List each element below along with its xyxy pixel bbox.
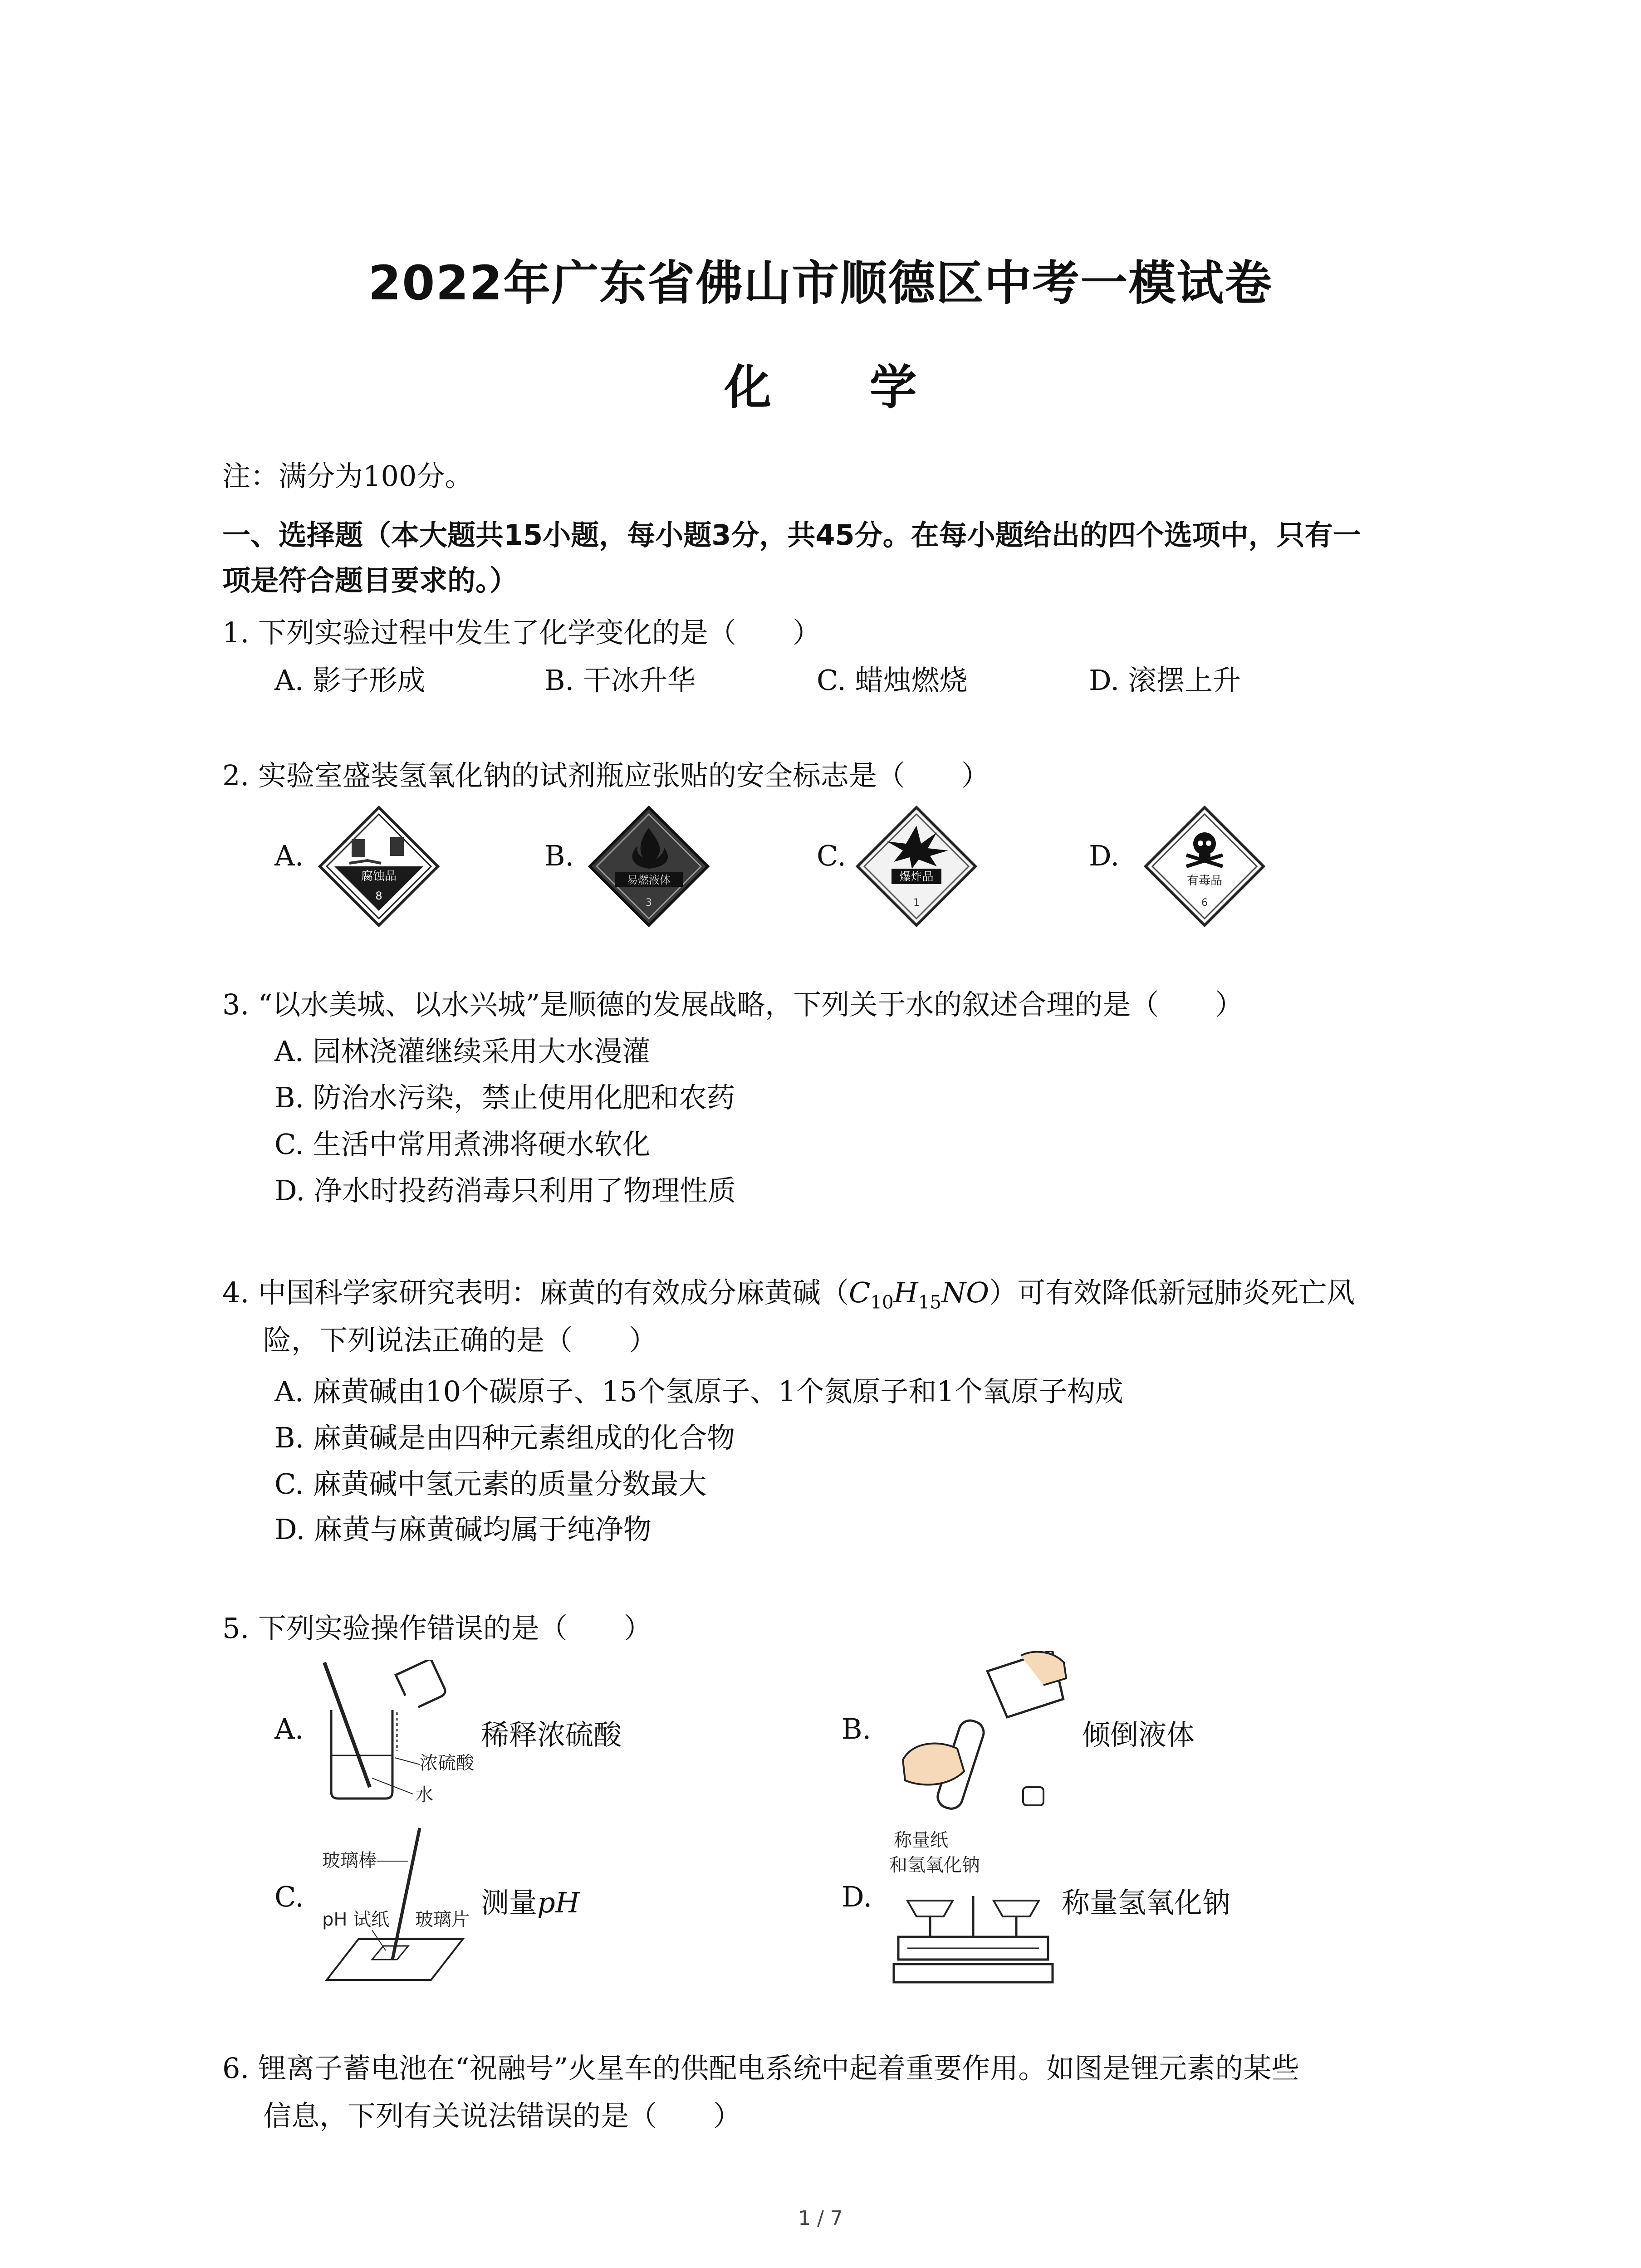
q3-option-b: B. 防治水污染，禁止使用化肥和农药	[274, 1081, 735, 1114]
ph-test-figure	[318, 1823, 481, 1987]
q4-option-a: A. 麻黄碱由10个碳原子、15个氢原子、1个氮原子和1个氧原子构成	[274, 1375, 1123, 1408]
corrosive-sign	[318, 805, 440, 928]
balance-figure	[889, 1828, 1062, 1996]
ph-label-paper: pH 试纸	[322, 1909, 390, 1930]
q3-option-d: D. 净水时投药消毒只利用了物理性质	[274, 1174, 736, 1207]
q5-option-d: D.	[842, 1880, 872, 1913]
section-heading-line1: 一、选择题（本大题共15小题，每小题3分，共45分。在每小题给出的四个选项中，只有一	[222, 518, 1361, 552]
q2-option-d: D.	[1089, 839, 1120, 872]
q5-option-d-text: 称量氢氧化钠	[1062, 1886, 1231, 1919]
explosive-sign-number: 1	[913, 897, 920, 909]
q5-option-b-text: 倾倒液体	[1082, 1718, 1195, 1751]
corrosive-sign-number: 8	[375, 890, 382, 902]
formula-h: H	[893, 1276, 918, 1309]
toxic-sign-number: 6	[1201, 897, 1208, 909]
flammable-liquid-sign	[588, 805, 710, 928]
formula-rest: NO	[941, 1276, 989, 1309]
page-title: 2022年广东省佛山市顺德区中考一模试卷	[368, 255, 1273, 311]
q5-option-c-text	[481, 1880, 580, 1921]
q4-option-d: D. 麻黄与麻黄碱均属于纯净物	[274, 1513, 652, 1546]
ph-text-pre: 测量	[481, 1886, 538, 1919]
score-note: 注：满分为100分。	[222, 459, 473, 493]
q1-option-a: A. 影子形成	[274, 664, 426, 697]
formula-c-subscript: 10	[870, 1291, 894, 1313]
q2-stem: 2. 实验室盛装氢氧化钠的试剂瓶应张贴的安全标志是（ ）	[222, 759, 989, 792]
q6-stem-line2: 信息，下列有关说法错误的是（ ）	[263, 2099, 742, 2132]
ph-text-symbol: pH	[537, 1886, 580, 1919]
q4-stem-line2: 险，下列说法正确的是（ ）	[263, 1324, 657, 1357]
q3-stem: 3. “以水美城、以水兴城”是顺德的发展战略，下列关于水的叙述合理的是（ ）	[222, 988, 1244, 1021]
toxic-sign-label: 有毒品	[1186, 874, 1223, 888]
dilution-label-acid: 浓硫酸	[420, 1753, 474, 1774]
explosive-sign	[855, 805, 978, 928]
q4-stem-post: ）可有效降低新冠肺炎死亡风	[989, 1276, 1355, 1309]
flammable-sign-label: 易燃液体	[627, 874, 671, 886]
section-heading-line2: 项是符合题目要求的。）	[222, 564, 518, 597]
q2-option-a: A.	[274, 839, 304, 872]
explosive-sign-label: 爆炸品	[899, 870, 934, 883]
q3-option-a: A. 园林浇灌继续采用大水漫灌	[274, 1035, 651, 1068]
q1-option-c: C. 蜡烛燃烧	[817, 664, 968, 697]
q4-option-c: C. 麻黄碱中氢元素的质量分数最大	[274, 1467, 707, 1501]
formula-h-subscript: 15	[918, 1291, 941, 1313]
page-number: 1 / 7	[798, 2207, 843, 2230]
balance-label-naoh: 和氢氧化钠	[889, 1855, 980, 1876]
q5-option-a-text: 稀释浓硫酸	[481, 1718, 622, 1751]
formula-c: C	[848, 1276, 871, 1309]
q2-option-b: B.	[544, 839, 574, 872]
ph-label-rod: 玻璃棒	[322, 1850, 377, 1871]
q1-option-b: B. 干冰升华	[544, 664, 696, 697]
dilution-label-water: 水	[415, 1784, 433, 1805]
q6-stem-line1: 6. 锂离子蓄电池在“祝融号”火星车的供配电系统中起着重要作用。如图是锂元素的某些	[222, 2052, 1300, 2085]
q5-option-b: B.	[842, 1712, 872, 1745]
corrosive-sign-label: 腐蚀品	[361, 870, 397, 883]
subject-title: 化 学	[724, 360, 958, 415]
ph-label-plate: 玻璃片	[415, 1909, 470, 1930]
toxic-sign	[1143, 805, 1266, 928]
q3-option-c: C. 生活中常用煮沸将硬水软化	[274, 1128, 651, 1161]
q5-stem: 5. 下列实验操作错误的是（ ）	[222, 1612, 652, 1645]
q4-stem	[222, 1270, 1355, 1313]
q4-stem-pre: 4. 中国科学家研究表明：麻黄的有效成分麻黄碱（	[222, 1276, 849, 1309]
q1-option-d: D. 滚摆上升	[1089, 664, 1241, 697]
q2-option-c: C.	[817, 839, 846, 872]
flammable-sign-number: 3	[646, 897, 652, 909]
q5-option-c: C.	[274, 1880, 304, 1913]
dilution-figure	[318, 1660, 481, 1810]
balance-label-paper: 称量纸	[894, 1830, 948, 1851]
pouring-figure	[885, 1651, 1075, 1823]
q1-stem: 1. 下列实验过程中发生了化学变化的是（ ）	[222, 616, 821, 649]
q5-option-a: A.	[274, 1712, 304, 1745]
q4-option-b: B. 麻黄碱是由四种元素组成的化合物	[274, 1421, 735, 1454]
